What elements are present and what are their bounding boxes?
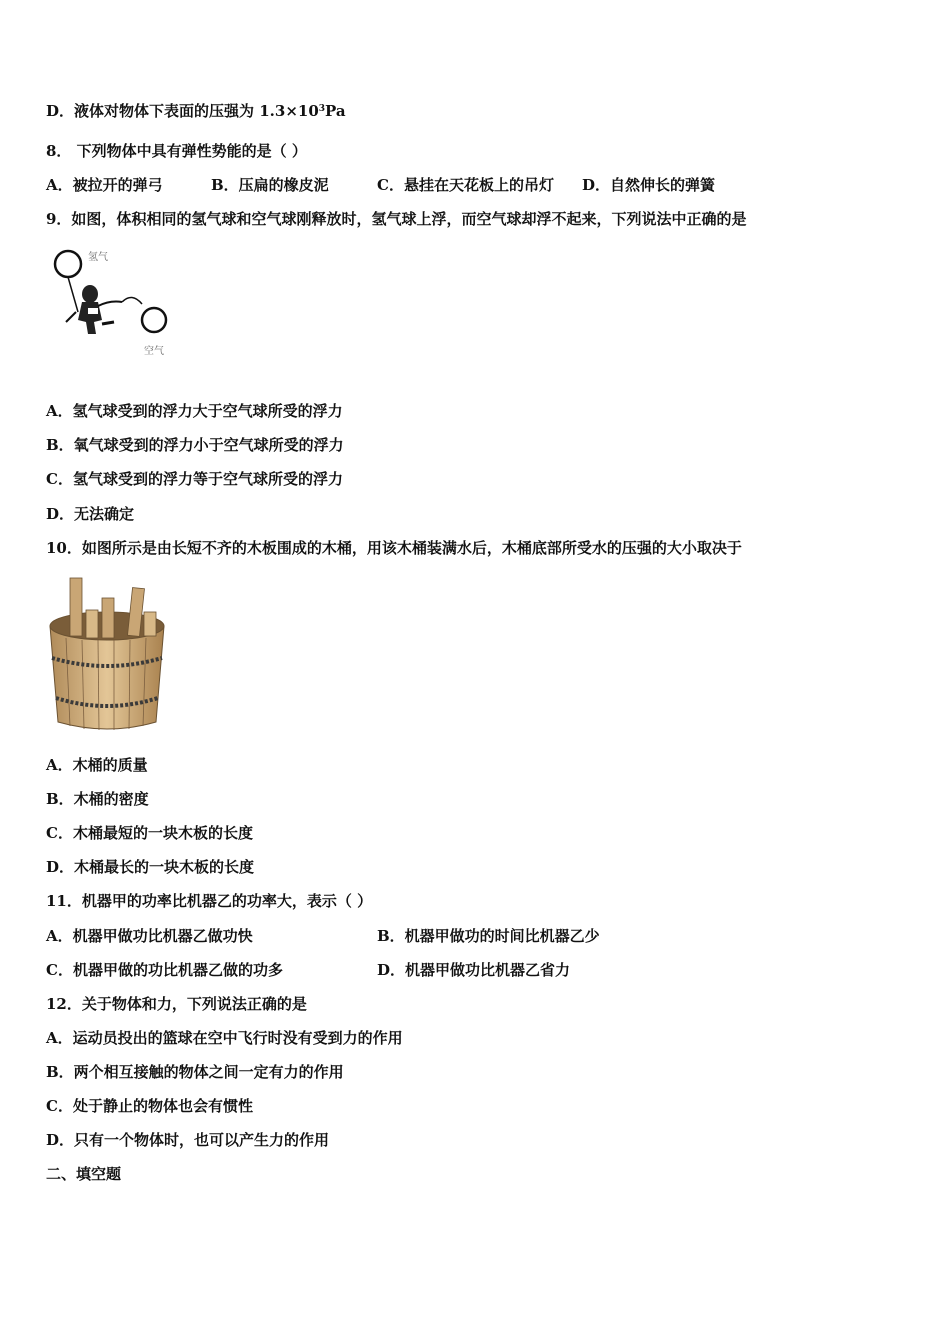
- hydrogen-label: 氢气: [88, 252, 108, 263]
- q8-option-b: B．压扁的橡皮泥: [211, 176, 329, 194]
- q8-option-d: D．自然伸长的弹簧: [582, 176, 716, 194]
- air-label: 空气: [144, 346, 164, 357]
- q9-option-b: B．氧气球受到的浮力小于空气球所受的浮力: [46, 436, 344, 454]
- q7-option-d-text: D．液体对物体下表面的压强为 1.3×10: [46, 102, 319, 120]
- q12-option-d: D．只有一个物体时，也可以产生力的作用: [46, 1131, 330, 1149]
- q9-option-d: D．无法确定: [46, 505, 135, 523]
- hydrogen-balloon: [55, 251, 81, 277]
- q10-option-a: A．木桶的质量: [46, 756, 148, 774]
- q7-option-d: [46, 101, 346, 121]
- q9-option-a: A．氢气球受到的浮力大于空气球所受的浮力: [46, 402, 343, 420]
- q12-option-a: A．运动员投出的篮球在空中飞行时没有受到力的作用: [46, 1029, 403, 1047]
- q10-stem: 10．如图所示是由长短不齐的木板围成的木桶，用该木桶装满水后，木桶底部所受水的压强的大小取决于: [46, 539, 742, 557]
- q8-option-c: C．悬挂在天花板上的吊灯: [377, 176, 554, 194]
- hydrogen-balloon-string: [68, 277, 78, 312]
- q7-option-d-exponent: 3: [318, 104, 326, 114]
- q8-stem: 8． 下列物体中具有弹性势能的是（ ）: [46, 142, 307, 160]
- q10-option-d: D．木桶最长的一块木板的长度: [46, 858, 255, 876]
- q9-stem: 9．如图，体积相同的氢气球和空气球刚释放时，氢气球上浮，而空气球却浮不起来，下列说法中正确的是: [46, 210, 747, 228]
- air-balloon: [142, 308, 166, 332]
- wooden-bucket-figure: [44, 572, 170, 734]
- q11-stem: 11．机器甲的功率比机器乙的功率大，表示（ ）: [46, 892, 373, 910]
- q11-option-a: A．机器甲做功比机器乙做功快: [46, 927, 253, 945]
- q11-option-b: B．机器甲做功的时间比机器乙少: [377, 927, 600, 945]
- q12-option-b: B．两个相互接触的物体之间一定有力的作用: [46, 1063, 344, 1081]
- q10-option-c: C．木桶最短的一块木板的长度: [46, 824, 253, 842]
- q12-stem: 12．关于物体和力，下列说法正确的是: [46, 995, 307, 1013]
- section-title-fill-in: 二、填空题: [46, 1165, 122, 1183]
- q7-option-d-unit: Pa: [325, 102, 346, 120]
- q12-option-c: C．处于静止的物体也会有惯性: [46, 1097, 253, 1115]
- q9-balloon-figure: [52, 242, 182, 362]
- q10-option-b: B．木桶的密度: [46, 790, 149, 808]
- q11-option-d: D．机器甲做功比机器乙省力: [377, 961, 571, 979]
- air-balloon-string: [122, 297, 142, 304]
- q8-option-a: A．被拉开的弹弓: [46, 176, 163, 194]
- q11-option-c: C．机器甲做的功比机器乙做的功多: [46, 961, 283, 979]
- child-figure-icon: [66, 285, 122, 334]
- q9-option-c: C．氢气球受到的浮力等于空气球所受的浮力: [46, 470, 343, 488]
